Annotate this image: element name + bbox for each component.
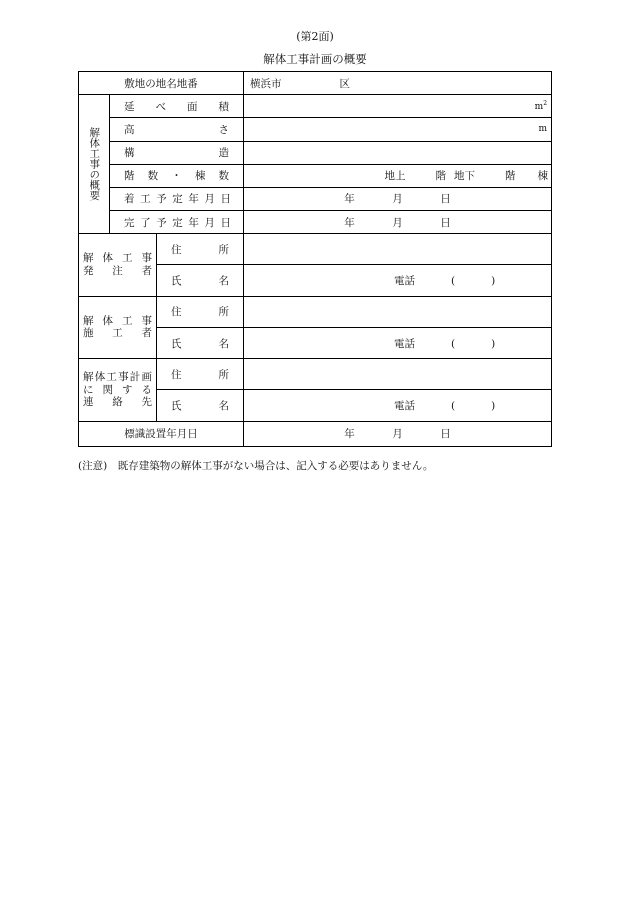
orderer-group-line1: 解体工事	[83, 252, 152, 265]
phone-label: 電話	[394, 275, 416, 288]
phone-label: 電話	[394, 337, 416, 350]
height-row	[79, 118, 552, 141]
orderer-group-line2: 発注者	[83, 264, 152, 277]
floor-unit-text: 階	[435, 170, 447, 183]
contact-address-field[interactable]	[244, 359, 552, 390]
contractor-address-field[interactable]	[244, 296, 552, 327]
ward-text: 区	[339, 77, 351, 90]
contact-group-label	[79, 359, 157, 422]
paren-open: (	[451, 400, 456, 413]
paren-open: (	[451, 337, 456, 350]
contact-group-line1: 解体工事計画	[83, 371, 152, 384]
month-text: 月	[392, 428, 403, 441]
floors-field[interactable]	[244, 164, 552, 187]
structure-label: 構造	[110, 141, 244, 164]
contractor-group-label	[79, 296, 157, 359]
square-meter-unit: $m^2$	[534, 100, 548, 113]
end-date-field[interactable]	[244, 211, 552, 234]
month-text: 月	[392, 193, 403, 206]
contractor-address-row	[79, 296, 552, 327]
paren-close: )	[491, 275, 496, 288]
floor-unit-text: 階	[505, 170, 516, 183]
contractor-phone-field[interactable]	[244, 327, 552, 358]
paren-open: (	[451, 275, 456, 288]
floors-label: 階数・棟数	[110, 164, 244, 187]
contractor-group-line2: 施工者	[83, 327, 152, 340]
start-date-row	[79, 187, 552, 210]
orderer-address-row	[79, 234, 552, 265]
day-text: 日	[440, 193, 451, 206]
site-address-field[interactable]	[244, 72, 552, 95]
month-text: 月	[392, 216, 403, 229]
contact-group-line3: 連絡先	[83, 396, 152, 409]
form-title: 解体工事計画の概要	[263, 52, 367, 66]
day-text: 日	[440, 216, 451, 229]
contact-address-label: 住所	[157, 359, 244, 390]
contractor-group-line1: 解体工事	[83, 314, 152, 327]
contact-name-label: 氏名	[157, 390, 244, 421]
end-date-row	[79, 211, 552, 234]
day-text: 日	[440, 428, 451, 441]
page-number-label: (第2面)	[296, 30, 334, 43]
end-date-label: 完了予定年月日	[110, 211, 244, 234]
sign-date-label: 標識設置年月日	[79, 421, 244, 446]
sign-date-row	[79, 421, 552, 446]
sign-date-field[interactable]	[244, 421, 552, 446]
paren-close: )	[491, 337, 496, 350]
below-ground-text: 地下	[454, 170, 476, 183]
phone-label: 電話	[394, 400, 416, 413]
structure-field[interactable]	[244, 141, 552, 164]
structure-row	[79, 141, 552, 164]
floor-area-row	[79, 95, 552, 118]
start-date-label: 着工予定年月日	[110, 187, 244, 210]
overview-group-text: 解体工事の概要	[88, 127, 101, 201]
note-text: (注意) 既存建築物の解体工事がない場合は、記入する必要はありません。	[78, 460, 434, 472]
orderer-group-label	[79, 234, 157, 297]
height-label: 高さ	[110, 118, 244, 141]
demolition-plan-table	[78, 71, 552, 447]
year-text: 年	[344, 216, 355, 229]
paren-close: )	[491, 400, 496, 413]
contractor-address-label: 住所	[157, 296, 244, 327]
site-address-row	[79, 72, 552, 95]
above-ground-text: 地上	[384, 170, 406, 183]
contact-address-row	[79, 359, 552, 390]
contractor-name-label: 氏名	[157, 327, 244, 358]
meter-unit: m	[538, 124, 548, 135]
floor-area-field[interactable]	[244, 95, 552, 118]
orderer-name-label: 氏名	[157, 265, 244, 296]
contact-group-line2: に関する	[83, 383, 152, 396]
contact-phone-field[interactable]	[244, 390, 552, 421]
height-field[interactable]	[244, 118, 552, 141]
year-text: 年	[344, 428, 355, 441]
building-count-text: 棟	[537, 170, 549, 183]
overview-group-label	[79, 95, 110, 234]
city-text: 横浜市	[250, 77, 282, 90]
floor-area-label: 延べ面積	[110, 95, 244, 118]
site-address-label: 敷地の地名地番	[79, 72, 244, 95]
floors-row	[79, 164, 552, 187]
orderer-phone-field[interactable]	[244, 265, 552, 296]
orderer-address-field[interactable]	[244, 234, 552, 265]
year-text: 年	[344, 193, 355, 206]
orderer-address-label: 住所	[157, 234, 244, 265]
start-date-field[interactable]	[244, 187, 552, 210]
